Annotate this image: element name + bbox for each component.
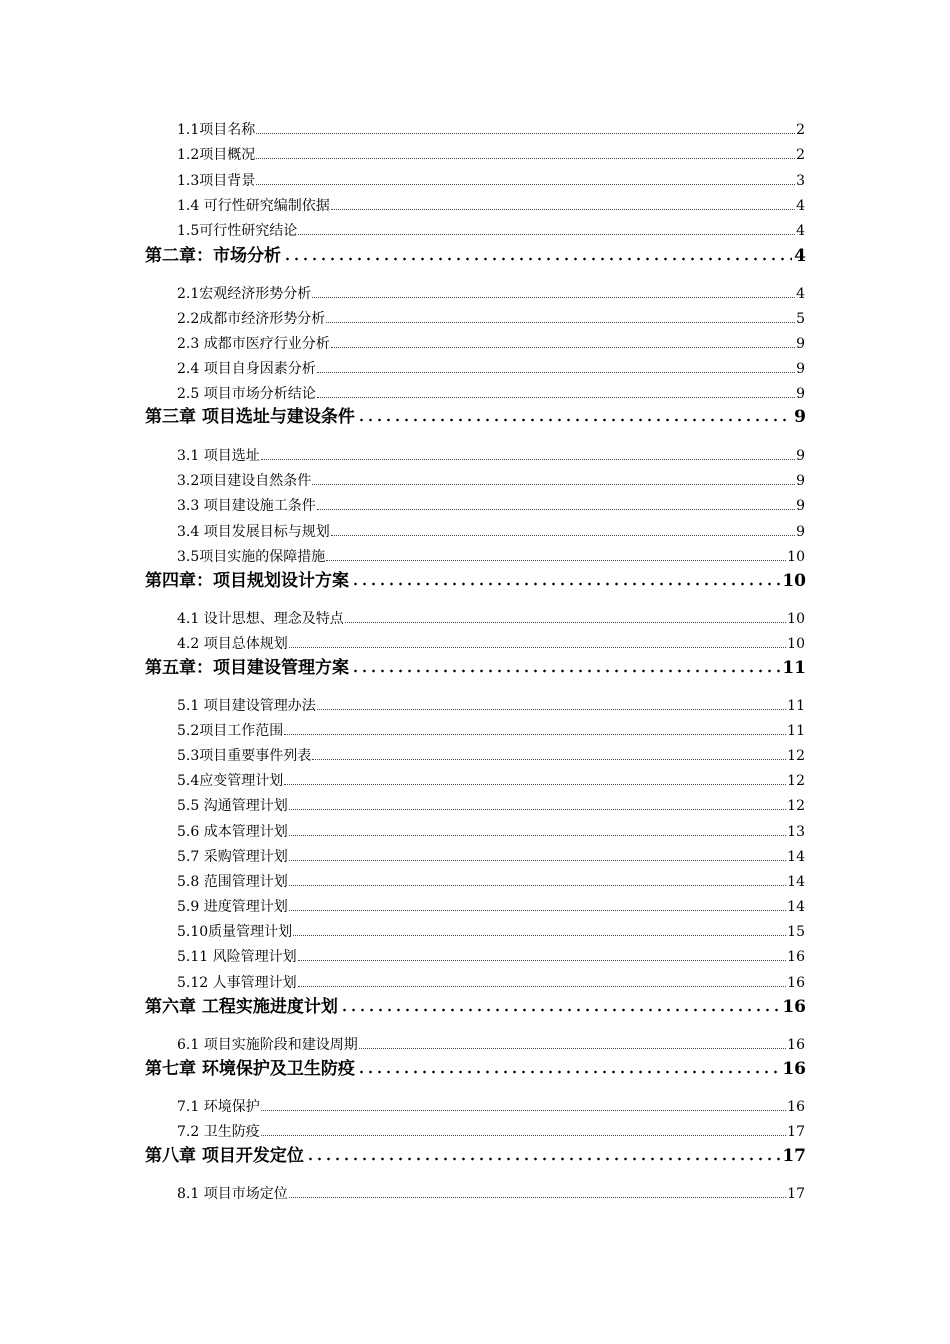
toc-chapter-7[interactable] xyxy=(145,1056,806,1082)
dot-leader xyxy=(298,218,795,235)
toc-entry-1-5[interactable] xyxy=(177,218,805,240)
toc-page-number: 9 xyxy=(796,498,805,514)
toc-page-number: 10 xyxy=(787,549,805,565)
toc-entry-1-4[interactable] xyxy=(177,193,805,215)
toc-chapter-2[interactable] xyxy=(145,243,806,269)
dot-leader xyxy=(284,718,786,735)
dot-leader xyxy=(306,1143,780,1161)
toc-entry-title: 5.10质量管理计划 xyxy=(177,924,293,940)
toc-chapter-title: 第四章：项目规划设计方案 xyxy=(145,571,349,591)
dot-leader xyxy=(317,493,795,510)
dot-leader xyxy=(317,693,786,710)
toc-entry-title: 5.11 风险管理计划 xyxy=(177,949,297,965)
toc-page-number: 9 xyxy=(796,386,805,402)
dot-leader xyxy=(261,1094,786,1111)
toc-entry-5-1[interactable] xyxy=(177,693,805,715)
toc-entry-2-1[interactable] xyxy=(177,281,805,303)
dot-leader xyxy=(289,793,786,810)
toc-chapter-title: 第八章 项目开发定位 xyxy=(145,1146,304,1166)
toc-entry-2-3[interactable] xyxy=(177,331,805,353)
toc-entry-title: 5.8 范围管理计划 xyxy=(177,874,288,890)
toc-page-number: 14 xyxy=(787,874,805,890)
toc-entry-8-1[interactable] xyxy=(177,1181,805,1203)
toc-page-number: 10 xyxy=(787,611,805,627)
toc-entry-3-1[interactable] xyxy=(177,443,805,465)
toc-entry-title: 5.5 沟通管理计划 xyxy=(177,798,288,814)
toc-entry-2-5[interactable] xyxy=(177,381,805,403)
toc-page-number: 9 xyxy=(796,361,805,377)
toc-entry-1-3[interactable] xyxy=(177,168,805,190)
toc-page-number: 4 xyxy=(796,223,805,239)
toc-entry-title: 2.5 项目市场分析结论 xyxy=(177,386,316,402)
dot-leader xyxy=(312,281,795,298)
toc-entry-title: 3.3 项目建设施工条件 xyxy=(177,498,316,514)
dot-leader xyxy=(289,844,786,861)
toc-entry-title: 1.5可行性研究结论 xyxy=(177,223,298,239)
toc-entry-5-5[interactable] xyxy=(177,793,805,815)
toc-chapter-5[interactable] xyxy=(145,655,806,681)
dot-leader xyxy=(289,869,786,886)
toc-page-number: 16 xyxy=(787,949,805,965)
toc-entry-title: 2.1宏观经济形势分析 xyxy=(177,286,312,302)
toc-page-number: 16 xyxy=(787,975,805,991)
toc-entry-1-1[interactable] xyxy=(177,117,805,139)
toc-entry-title: 4.2 项目总体规划 xyxy=(177,636,288,652)
toc-entry-5-6[interactable] xyxy=(177,819,805,841)
toc-entry-5-7[interactable] xyxy=(177,844,805,866)
dot-leader xyxy=(293,919,786,936)
dot-leader xyxy=(331,519,795,536)
toc-entry-title: 5.12 人事管理计划 xyxy=(177,975,297,991)
toc-chapter-title: 第七章 环境保护及卫生防疫 xyxy=(145,1059,355,1079)
dot-leader xyxy=(261,443,795,460)
toc-entry-3-4[interactable] xyxy=(177,519,805,541)
toc-page-number: 9 xyxy=(796,336,805,352)
dot-leader xyxy=(284,768,786,785)
dot-leader xyxy=(326,544,786,561)
toc-page-number: 2 xyxy=(796,122,805,138)
dot-leader xyxy=(357,404,792,422)
toc-page-number: 10 xyxy=(782,571,806,591)
toc-page-number: 12 xyxy=(787,748,805,764)
toc-page-number: 17 xyxy=(787,1186,805,1202)
toc-entry-title: 3.2项目建设自然条件 xyxy=(177,473,312,489)
toc-page-number: 14 xyxy=(787,849,805,865)
toc-page-number: 17 xyxy=(782,1146,806,1166)
toc-chapter-3[interactable] xyxy=(145,404,806,430)
toc-entry-5-11[interactable] xyxy=(177,944,805,966)
dot-leader xyxy=(283,243,792,261)
dot-leader xyxy=(289,631,786,648)
dot-leader xyxy=(345,606,786,623)
toc-entry-title: 5.2项目工作范围 xyxy=(177,723,284,739)
toc-entry-5-9[interactable] xyxy=(177,894,805,916)
toc-entry-title: 1.4 可行性研究编制依据 xyxy=(177,198,330,214)
dot-leader xyxy=(298,970,787,987)
dot-leader xyxy=(359,1032,786,1049)
toc-entry-6-1[interactable] xyxy=(177,1032,805,1054)
toc-entry-2-4[interactable] xyxy=(177,356,805,378)
toc-entry-5-8[interactable] xyxy=(177,869,805,891)
dot-leader xyxy=(357,1056,780,1074)
dot-leader xyxy=(298,944,787,961)
toc-entry-5-3[interactable] xyxy=(177,743,805,765)
toc-page-number: 15 xyxy=(787,924,805,940)
toc-entry-title: 8.1 项目市场定位 xyxy=(177,1186,288,1202)
toc-entry-3-2[interactable] xyxy=(177,468,805,490)
dot-leader xyxy=(317,381,795,398)
toc-entry-5-2[interactable] xyxy=(177,718,805,740)
toc-entry-5-4[interactable] xyxy=(177,768,805,790)
toc-page-number: 4 xyxy=(796,198,805,214)
toc-chapter-title: 第六章 工程实施进度计划 xyxy=(145,997,338,1017)
toc-chapter-4[interactable] xyxy=(145,568,806,594)
dot-leader xyxy=(256,168,795,185)
dot-leader xyxy=(256,117,795,134)
toc-page-number: 2 xyxy=(796,147,805,163)
toc-page-number: 9 xyxy=(796,524,805,540)
toc-entry-title: 5.1 项目建设管理办法 xyxy=(177,698,316,714)
toc-chapter-8[interactable] xyxy=(145,1143,806,1169)
toc-page-number: 12 xyxy=(787,773,805,789)
toc-page-number: 5 xyxy=(796,311,805,327)
dot-leader xyxy=(331,331,795,348)
toc-entry-3-5[interactable] xyxy=(177,544,805,566)
dot-leader xyxy=(312,743,786,760)
dot-leader xyxy=(256,142,795,159)
toc-entry-title: 3.4 项目发展目标与规划 xyxy=(177,524,330,540)
toc-page-number: 11 xyxy=(782,658,806,678)
toc-chapter-6[interactable] xyxy=(145,994,806,1020)
toc-page-number: 16 xyxy=(787,1037,805,1053)
toc-entry-4-2[interactable] xyxy=(177,631,805,653)
dot-leader xyxy=(289,894,786,911)
toc-entry-4-1[interactable] xyxy=(177,606,805,628)
toc-entry-title: 3.1 项目选址 xyxy=(177,448,260,464)
dot-leader xyxy=(289,819,786,836)
dot-leader xyxy=(289,1181,786,1198)
dot-leader xyxy=(317,356,795,373)
toc-page-number: 11 xyxy=(787,698,805,714)
dot-leader xyxy=(340,994,780,1012)
toc-entry-title: 7.1 环境保护 xyxy=(177,1099,260,1115)
toc-page-number: 9 xyxy=(794,407,806,427)
toc-entry-title: 3.5项目实施的保障措施 xyxy=(177,549,326,565)
dot-leader xyxy=(326,306,795,323)
toc-entry-title: 5.4应变管理计划 xyxy=(177,773,284,789)
toc-entry-title: 1.1项目名称 xyxy=(177,122,256,138)
toc-page-number: 4 xyxy=(796,286,805,302)
toc-entry-1-2[interactable] xyxy=(177,142,805,164)
toc-page-number: 12 xyxy=(787,798,805,814)
toc-page-number: 9 xyxy=(796,473,805,489)
toc-entry-title: 5.6 成本管理计划 xyxy=(177,824,288,840)
toc-entry-5-12[interactable] xyxy=(177,970,805,992)
dot-leader xyxy=(261,1119,786,1136)
toc-page-number: 4 xyxy=(794,246,806,266)
toc-page-number: 17 xyxy=(787,1124,805,1140)
toc-entry-5-10[interactable] xyxy=(177,919,805,941)
toc-entry-title: 2.4 项目自身因素分析 xyxy=(177,361,316,377)
toc-page-number: 16 xyxy=(782,1059,806,1079)
toc-page-number: 13 xyxy=(787,824,805,840)
toc-chapter-title: 第三章 项目选址与建设条件 xyxy=(145,407,355,427)
toc-chapter-title: 第五章：项目建设管理方案 xyxy=(145,658,349,678)
toc-entry-7-1[interactable] xyxy=(177,1094,805,1116)
toc-page-number: 3 xyxy=(796,173,805,189)
toc-entry-3-3[interactable] xyxy=(177,493,805,515)
toc-entry-title: 1.3项目背景 xyxy=(177,173,256,189)
dot-leader xyxy=(351,655,780,673)
toc-entry-title: 5.7 采购管理计划 xyxy=(177,849,288,865)
toc-entry-title: 4.1 设计思想、理念及特点 xyxy=(177,611,344,627)
toc-page-number: 16 xyxy=(782,997,806,1017)
toc-entry-7-2[interactable] xyxy=(177,1119,805,1141)
toc-entry-title: 7.2 卫生防疫 xyxy=(177,1124,260,1140)
dot-leader xyxy=(331,193,795,210)
toc-page-number: 11 xyxy=(787,723,805,739)
toc-chapter-title: 第二章：市场分析 xyxy=(145,246,281,266)
toc-entry-2-2[interactable] xyxy=(177,306,805,328)
toc-entry-title: 5.9 进度管理计划 xyxy=(177,899,288,915)
toc-page-number: 16 xyxy=(787,1099,805,1115)
dot-leader xyxy=(351,568,780,586)
toc-entry-title: 2.2成都市经济形势分析 xyxy=(177,311,326,327)
toc-page-number: 9 xyxy=(796,448,805,464)
toc-entry-title: 1.2项目概况 xyxy=(177,147,256,163)
toc-page-number: 14 xyxy=(787,899,805,915)
toc-entry-title: 5.3项目重要事件列表 xyxy=(177,748,312,764)
dot-leader xyxy=(312,468,795,485)
toc-page-number: 10 xyxy=(787,636,805,652)
toc-entry-title: 2.3 成都市医疗行业分析 xyxy=(177,336,330,352)
toc-entry-title: 6.1 项目实施阶段和建设周期 xyxy=(177,1037,358,1053)
